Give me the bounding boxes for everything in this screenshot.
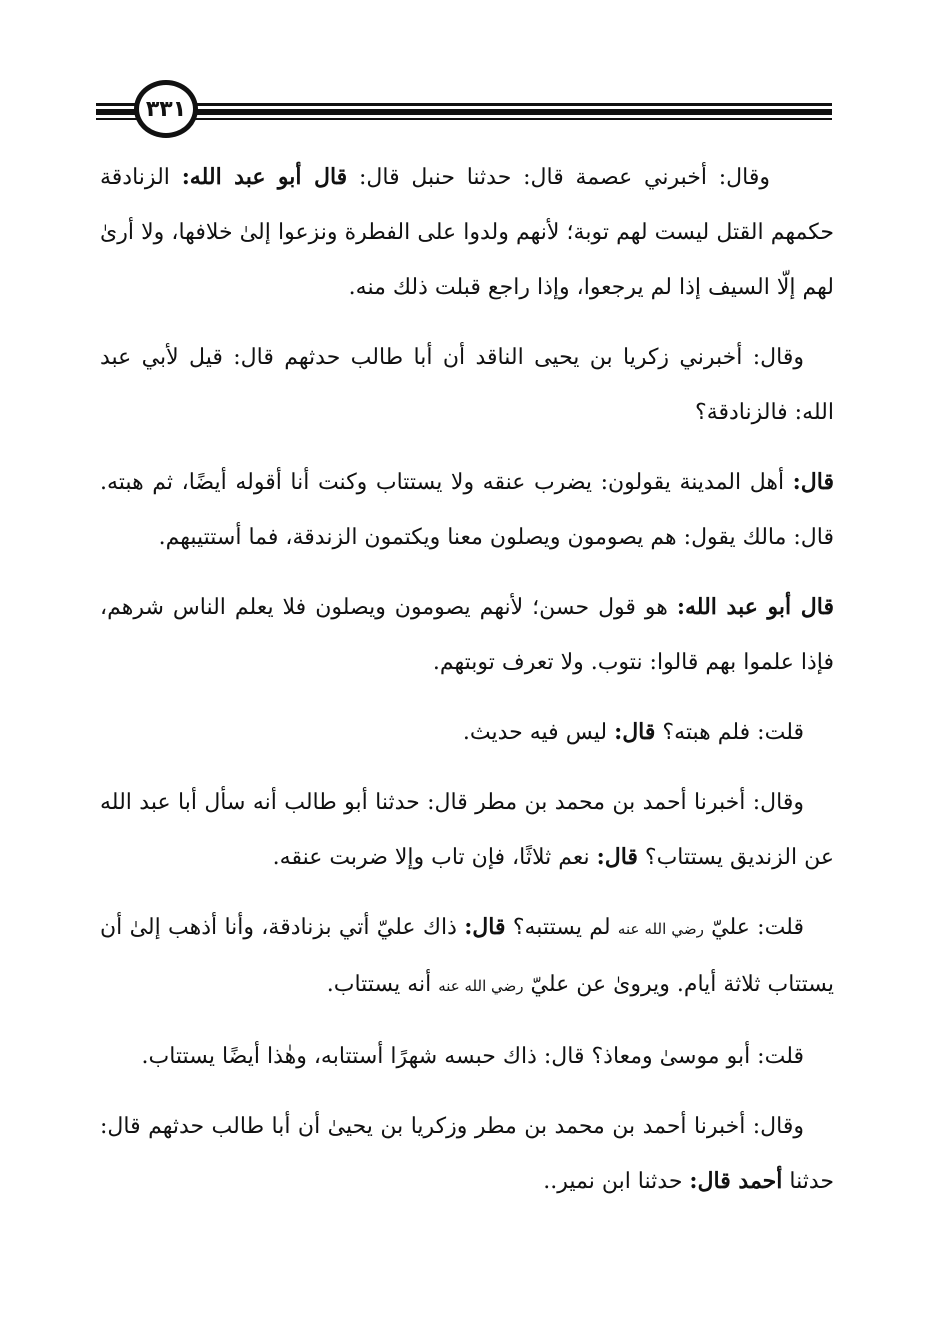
text-run: وقال: أخبرنا أحمد بن محمد بن مطر وزكريا بن يحيىٰ أن أبا طالب حدثهم قال: حدثنا [100,1114,834,1194]
honorific-run: رضي الله عنه [438,977,524,995]
paragraph-7 [100,900,834,1014]
text-run: قلت: أبو موسىٰ ومعاذ؟ قال: ذاك حبسه شهرًا أستتابه، وهٰذا أيضًا يستتاب. [141,1044,804,1069]
text-run: وقال: أخبرنا أحمد بن محمد بن مطر قال: حدثنا أبو طالب أنه سأل أبا عبد الله عن الزنديق يستتاب؟ [100,790,834,870]
paragraph-5 [100,705,834,760]
page-number-badge [134,80,198,138]
text-run: حدثنا ابن نمير.. [543,1169,690,1194]
paragraph-6 [100,775,834,885]
text-run: ليس فيه حديث. [462,720,615,745]
bold-run: قال: [464,914,506,940]
paragraph-8 [100,1029,834,1084]
page-body [100,150,834,1224]
paragraph-3 [100,455,834,565]
bold-run: قال: [792,469,834,495]
paragraph-4 [100,580,834,690]
page-number: ٣٣١ [145,96,187,122]
paragraph-2 [100,330,834,440]
bold-run: أحمد قال: [689,1168,783,1194]
text-run: ذاك عليّ أتي بزنادقة، وأنا أذهب إلىٰ أن يستتاب ثلاثة أيام. ويروىٰ عن عليّ [100,915,834,997]
paragraph-1 [100,150,834,315]
text-run: وقال: أخبرني زكريا بن يحيى الناقد أن أبا طالب حدثهم قال: قيل لأبي عبد الله: فالزنادقة؟ [100,345,834,425]
page-header [96,80,832,140]
text-run: قلت: فلم هبته؟ [655,720,804,745]
header-rule-top [96,103,832,106]
text-run: الزنادقة حكمهم القتل ليست لهم توبة؛ لأنهم ولدوا على الفطرة ونزعوا إلىٰ خلافها، ولا أرىٰ لهم إلّا السيف إذا لم يرجعوا، وإذا راجع قبلت ذلك منه. [100,165,834,300]
paragraph-9 [100,1099,834,1209]
text-run: لم يستتبه؟ [505,915,618,940]
text-run: أنه يستتاب. [326,972,439,997]
text-run: قلت: عليّ [703,915,804,940]
text-run: نعم ثلاثًا، فإن تاب وإلا ضربت عنقه. [272,845,597,870]
bold-run: قال أبو عبد الله: [676,594,834,620]
bold-run: قال: [614,719,656,745]
header-rule-middle [96,109,832,115]
bold-run: قال أبو عبد الله: [181,164,348,190]
honorific-run: رضي الله عنه [617,920,704,938]
text-run: وقال: أخبرني عصمة قال: حدثنا حنبل قال: [347,165,770,190]
bold-run: قال: [596,844,638,870]
header-rule-bottom [96,118,832,120]
text-run: هو قول حسن؛ لأنهم يصومون ويصلون فلا يعلم الناس شرهم، فإذا علموا بهم قالوا: نتوب. ولا تعرف توبتهم. [100,595,834,675]
text-run: أهل المدينة يقولون: يضرب عنقه ولا يستتاب وكنت أنا أقوله أيضًا، ثم هبته. قال: مالك يقول: هم يصومون ويصلون معنا ويكتمون الزندقة، فما أستتيبهم. [100,470,834,550]
